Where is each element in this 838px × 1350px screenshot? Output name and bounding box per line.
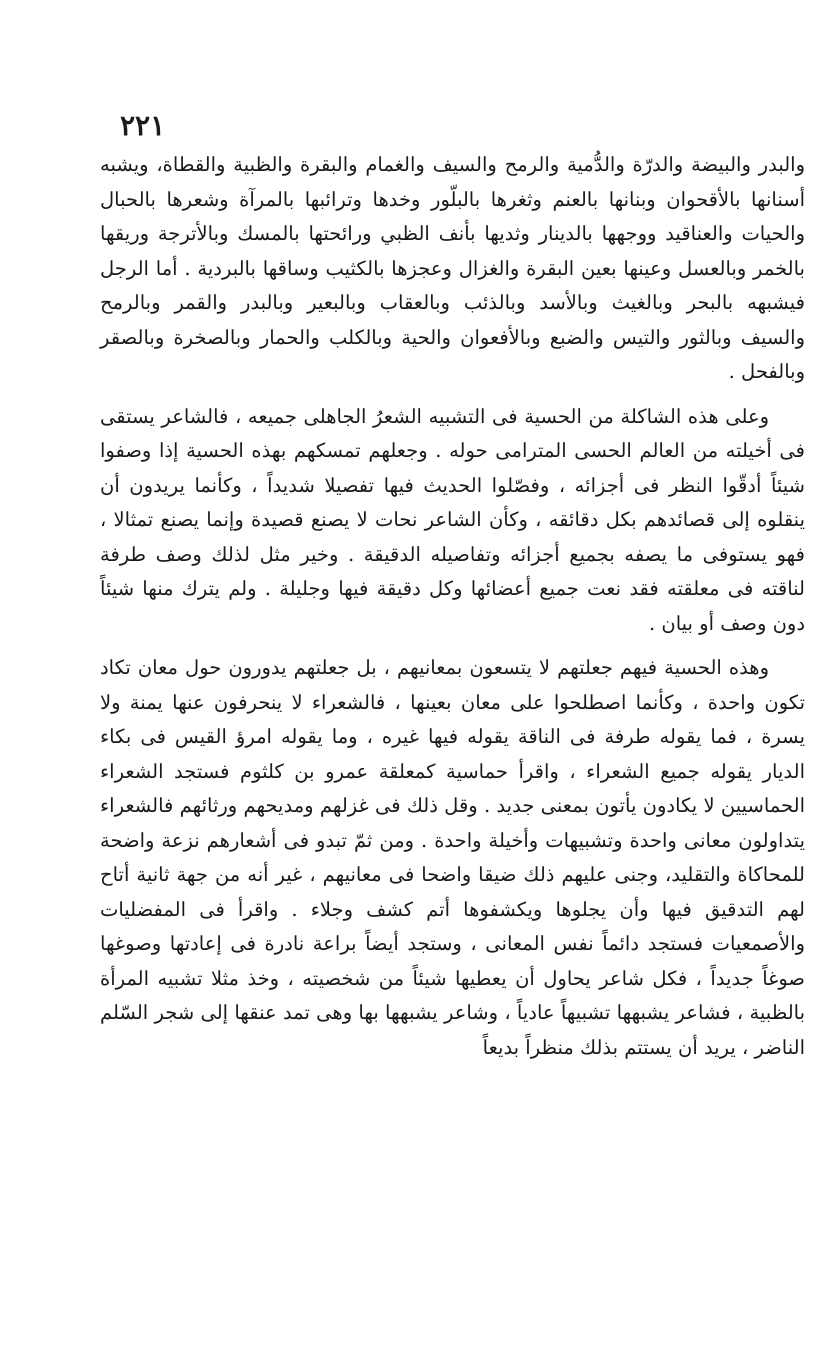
paragraph-2: وعلى هذه الشاكلة من الحسية فى التشبيه الشعرُ الجاهلى جميعه ، فالشاعر يستقى فى أخيلته من العالم الحسى المترامى حوله . وجعلهم تمسكهم بهذه الحسية إذا وصفوا شيئاً أدقّوا النظر فى أجزائه ، وفصّلوا الحديث فيها تفصيلا شديداً ، وكأنما يريدون أن ينقلوه إلى قصائدهم بكل دقائقه ، وكأن الشاعر نحات لا يصنع قصيدة وإنما يصنع تمثالا ، فهو يستوفى ما يصفه بجميع أجزائه وتفاصيله الدقيقة . وخير مثل لذلك وصف طرفة لناقته فى معلقته فقد نعت جميع أعضائها وكل دقيقة فيها وجليلة . ولم يترك منها شيئاً دون وصف أو بيان . xyxy=(100,404,805,635)
paragraph-1: والبدر والبيضة والدرّة والدُّمية والرمح والسيف والغمام والبقرة والظبية والقطاة، ويشبه أسنانها بالأقحوان وبنانها بالعنم وثغرها بالبلّور وخدها وترائبها بالمرآة وشعرها بالحبال والحيات والعناقيد ووجهها بالدينار وثديها بأنف الظبي ورائحتها بالمسك وبالأترجة وريقها بالخمر وبالعسل وعينها بعين البقرة والغزال وعجزها بالكثيب وساقها بالبردية . أما الرجل فيشبهه بالبحر وبالغيث وبالأسد وبالذئب وبالعقاب وبالبعير وبالبدر والقمر وبالرمح والسيف وبالثور والتيس والضبع وبالأفعوان والحية وبالكلب والحمار وبالصخرة وبالصقر وبالفحل . xyxy=(100,153,805,383)
paragraph-3: وهذه الحسية فيهم جعلتهم لا يتسعون بمعانيهم ، بل جعلتهم يدورون حول معان تكاد تكون واحدة ، وكأنما اصطلحوا على معان بعينها ، فالشعراء لا ينحرفون عنها يمنة ولا يسرة ، فما يقوله طرفة فى الناقة يقوله فيها غيره ، وما يقوله امرؤ القيس فى بكاء الديار يقوله جميع الشعراء ، واقرأ حماسية كمعلقة عمرو بن كلثوم فستجد الشعراء الحماسيين لا يكادون يأتون بمعنى جديد . وقل ذلك فى غزلهم ومديحهم ورثائهم فالشعراء يتداولون معانى واحدة وتشبيهات وأخيلة واحدة . ومن ثمّ تبدو فى أشعارهم نزعة واضحة للمحاكاة والتقليد، وجنى عليهم ذلك ضيقا واضحا فى معانيهم ، غير أنه من جهة ثانية أتاح لهم التدقيق فيها وأن يجلوها ويكشفوها أتم كشف وجلاء . واقرأ فى المفضليات والأصمعيات فستجد دائماً نفس المعانى ، وستجد أيضاً براعة نادرة فى إعادتها وصوغها صوغاً جديداً ، فكل شاعر يحاول أن يعطيها شيئاً من شخصيته ، وخذ مثلا تشبيه المرأة بالظبية ، فشاعر يشبهها تشبيهاً عادياً ، وشاعر يشبهها بها وهى تمد عنقها إلى شجر السّلم الناضر ، يريد أن يستتم بذلك منظراً بديعاً xyxy=(100,656,805,1059)
page-number: ٢٢١ xyxy=(120,109,166,142)
body-text xyxy=(100,148,805,1065)
